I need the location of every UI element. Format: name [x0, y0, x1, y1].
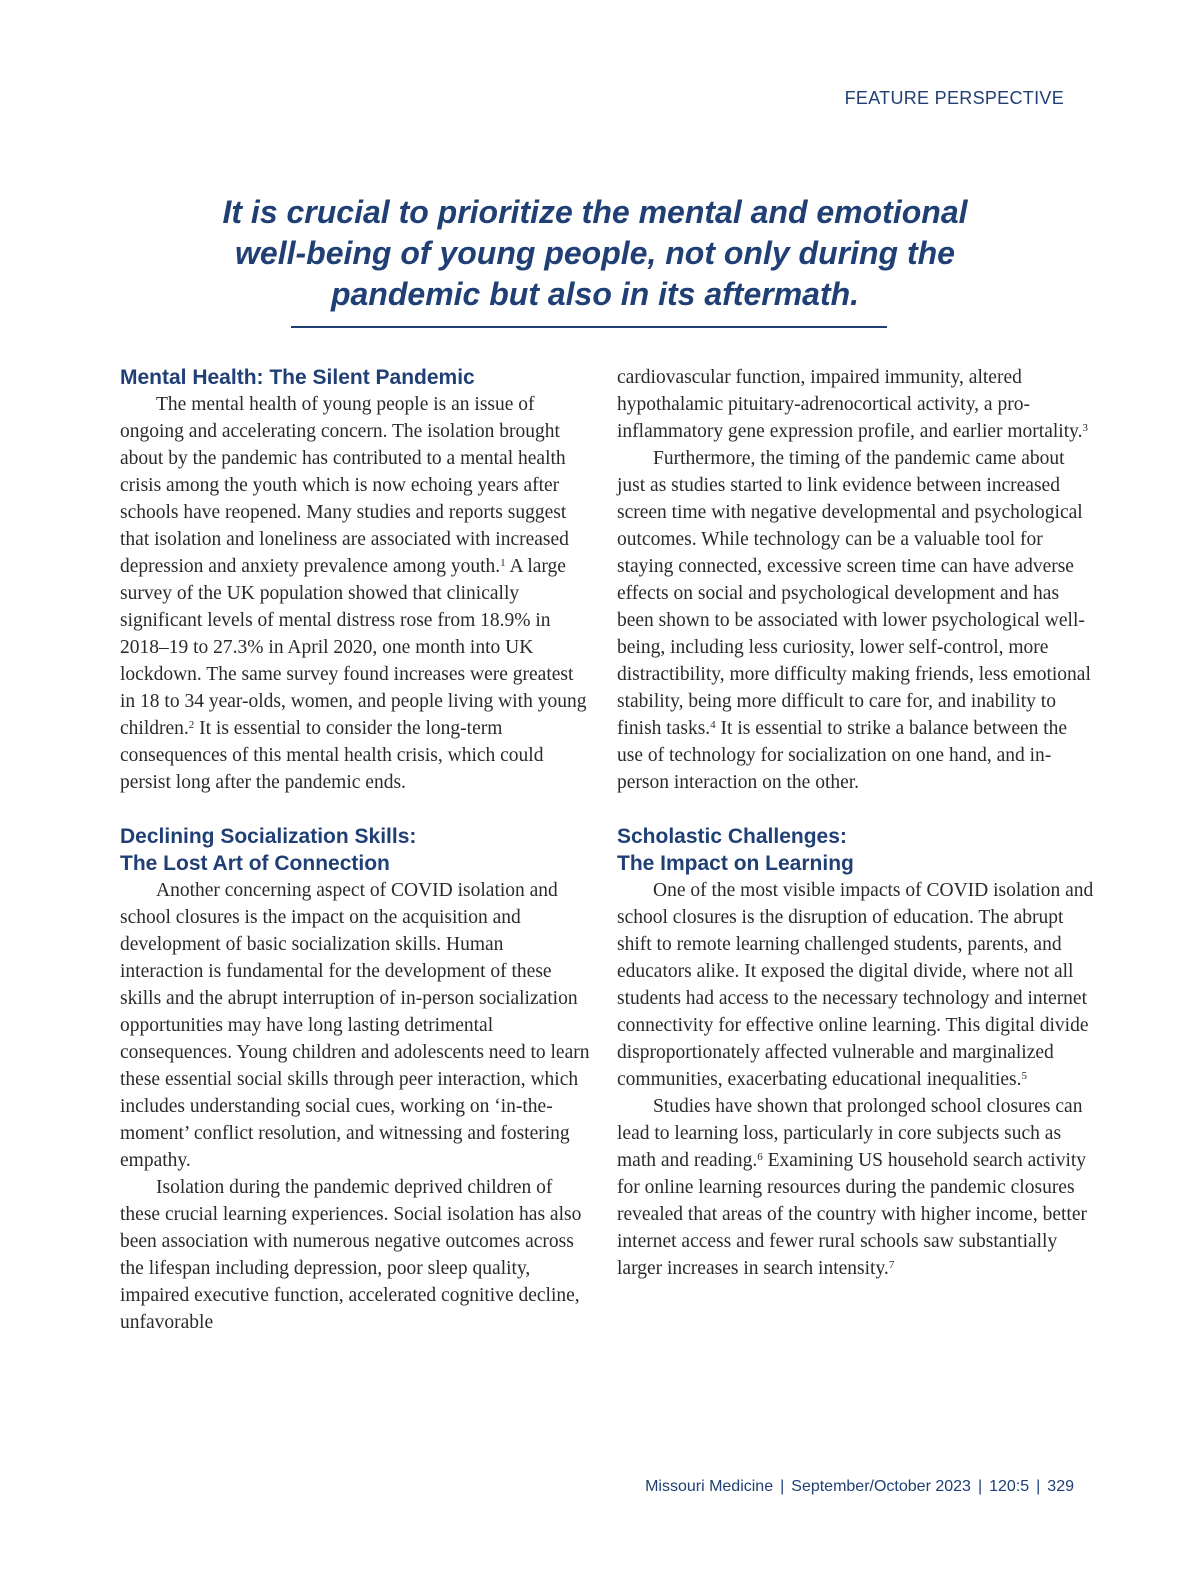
text-run: It is essential to strike a balance between the use of technology for socialization on one hand, and in-person interaction on the other. [617, 718, 1068, 793]
section-heading-scholastic [617, 823, 1097, 877]
footnote-ref-2: 2 [188, 719, 195, 731]
text-run: Furthermore, the timing of the pandemic came about just as studies started to link evidence between increased screen time with negative developmental and psychological outcomes. While technology can be a valuable tool for staying connected, excessive screen time can have adverse effects on social and psychological development and has been shown to be associated with lower psychological well-being, including less curiosity, lower self-control, more distractibility, more difficulty making friends, less emotional stability, being more difficult to care for, and inability to finish tasks. [617, 448, 1091, 739]
left-column [120, 364, 590, 1336]
pull-quote-line-2: well-being of young people, not only during the [235, 235, 955, 271]
text-run: Examining US household search activity for online learning resources during the pandemic closures revealed that areas of the country with higher income, better internet access and fewer rural schools saw substantially larger increases in search intensity. [617, 1150, 1087, 1279]
footnote-ref-3: 3 [1082, 422, 1088, 434]
footnote-ref-1: 1 [500, 557, 506, 569]
right-column [617, 364, 1097, 1282]
footnote-ref-4: 4 [710, 719, 716, 731]
footer-page-number: 329 [1047, 1478, 1074, 1495]
footnote-ref-5: 5 [1021, 1070, 1027, 1082]
text-run: The mental health of young people is an issue of ongoing and accelerating concern. The isolation brought about by the pandemic has contributed to a mental health crisis among the youth which is now echoing years after schools have reopened. Many studies and reports suggest that isolation and loneliness are associated with increased depression and anxiety prevalence among youth. [120, 394, 569, 577]
paragraph-scholastic-1 [617, 877, 1097, 1093]
paragraph-socialization-1: Another concerning aspect of COVID isolation and school closures is the impact on the acquisition and development of basic socialization skills. Human interaction is fundamental for the development of these skills and the abrupt interruption of in-person socialization opportunities may have long lasting detrimental consequences. Young children and adolescents need to learn these essential social skills through peer interaction, which includes understanding social cues, working on ‘in-the-moment’ conflict resolution, and witnessing and fostering empathy. [120, 880, 590, 1171]
text-run: A large survey of the UK population showed that clinically significant levels of mental distress rose from 18.9% in 2018–19 to 27.3% in April 2020, one month into UK lockdown. The same survey found increases were greatest in 18 to 34 year-olds, women, and people living with young children. [120, 556, 587, 739]
footer-journal: Missouri Medicine [645, 1478, 774, 1495]
footer-separator: | [780, 1478, 785, 1495]
paragraph-socialization-2-continued [617, 364, 1097, 445]
footnote-ref-6: 6 [757, 1151, 763, 1163]
paragraph-socialization-2: Isolation during the pandemic deprived children of these crucial learning experiences. Social isolation has also been association with numerous negative outcomes across the lifespan including depression, poor sleep quality, impaired executive function, accelerated cognitive decline, unfavorable [120, 1177, 582, 1333]
paragraph-socialization-3 [617, 445, 1097, 796]
heading-line: The Lost Art of Connection [120, 852, 390, 875]
section-heading-socialization [120, 823, 590, 877]
footer-volume: 120:5 [989, 1478, 1030, 1495]
section-label: FEATURE PERSPECTIVE [844, 88, 1064, 108]
paragraph-scholastic-2 [617, 1093, 1097, 1282]
pull-quote [160, 192, 1030, 315]
text-run: cardiovascular function, impaired immunity, altered hypothalamic pituitary-adrenocortical activity, a pro-inflammatory gene expression profile, and earlier mortality. [617, 367, 1083, 442]
heading-line: Scholastic Challenges: [617, 825, 847, 848]
footer-separator: | [977, 1478, 983, 1495]
footer-separator: | [1036, 1478, 1041, 1495]
heading-line: The Impact on Learning [617, 852, 854, 875]
pull-quote-line-3: pandemic but also in its aftermath. [330, 276, 860, 312]
text-run: Studies have shown that prolonged school closures can lead to learning loss, particularly in core subjects such as math and reading. [617, 1096, 1083, 1171]
heading-line: Declining Socialization Skills: [120, 825, 417, 848]
text-run: One of the most visible impacts of COVID isolation and school closures is the disruption of education. The abrupt shift to remote learning challenged students, parents, and educators alike. It exposed the digital divide, where not all students had access to the necessary technology and internet connectivity for effective online learning. This digital divide disproportionately affected vulnerable and marginalized communities, exacerbating educational inequalities. [617, 880, 1094, 1090]
pull-quote-line-1: It is crucial to prioritize the mental and emotional [222, 194, 968, 230]
paragraph-mental-health [120, 391, 590, 796]
footer-issue: September/October 2023 [791, 1478, 971, 1495]
pull-quote-divider [291, 326, 887, 328]
footnote-ref-7: 7 [888, 1259, 895, 1271]
text-run: It is essential to consider the long-term consequences of this mental health crisis, which could persist long after the pandemic ends. [120, 718, 544, 793]
section-heading-mental-health: Mental Health: The Silent Pandemic [120, 366, 475, 389]
page-footer [645, 1478, 1074, 1496]
